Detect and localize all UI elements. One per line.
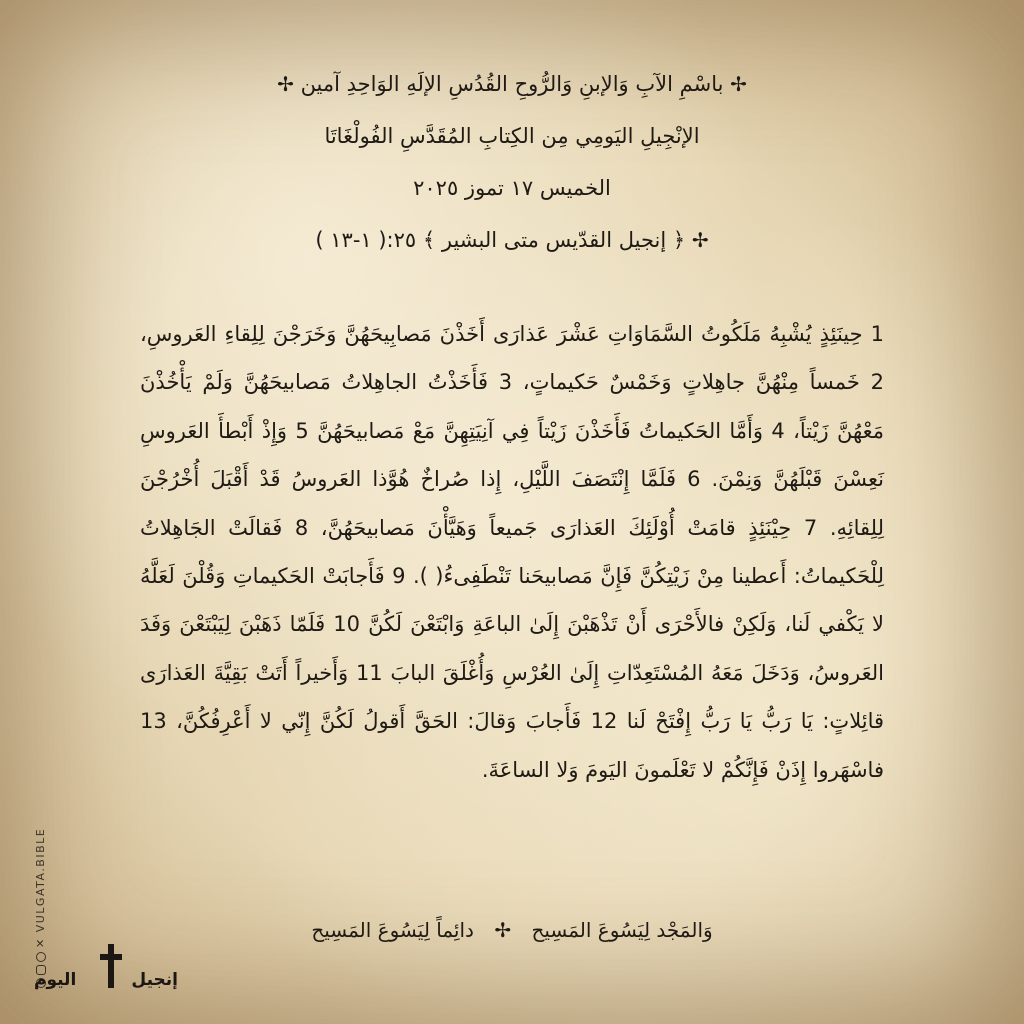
logo-word-today: اليوم — [34, 970, 77, 990]
invocation: باسْمِ الآبِ وَالإبنِ وَالرُّوحِ القُدُسِ الإلَهِ الوَاحِدِ آمين — [300, 72, 724, 96]
cross-icon: ✢ — [730, 72, 747, 96]
footer-always: دائِماً لِيَسُوعَ المَسِيح — [311, 918, 474, 942]
page-title: الإنْجِيلِ اليَومِي مِن الكِتابِ المُقَدَّسِ الفُولْغَاتَا — [324, 124, 700, 148]
date-line: الخميس ١٧ تموز ٢٠٢٥ — [413, 176, 611, 200]
reference-line — [140, 214, 884, 266]
footer — [0, 918, 1024, 942]
cross-icon: ✢ — [691, 228, 709, 252]
scripture-text: 1 حِينَئِذٍ يُشْبِهُ مَلَكُوتُ السَّمَاوَاتِ عَشْرَ عَذارَى أَخَذْنَ مَصابِيحَهُنَّ وَخَرَجْنَ لِلِقاءِ العَروسِ، 2 خَمساً مِنْهُنَّ جاهِلاتٍ وَخَمْسٌ حَكيماتٍ، 3 فَأَخَذْتُ الجاهِلاتُ مَصابيحَهُنَّ وَلَمْ يَأْخُذْنَ مَعْهُنَّ زَيْتاً، 4 وَأَمَّا الحَكيماتُ فَأَخَذْنَ زَيْتاً فِي آنِيَتِهِنَّ مَعْ مَصابيحَهُنَّ 5 وَإِذْ أَبْطأَ العَروسِ نَعِسْنَ قَبْلَهُنَّ وَنِمْنَ. 6 فَلَمَّا إِنْتَصَفَ اللَّيْلِ، إِذا صُراخٌ هُوَّذا العَروسُ قَدْ أَقْبَلَ أُخْرُجْنَ لِلِقائِهِ. 7 حِيْنَئِذٍ قامَتْ أُوْلَئِكَ العَذارَى جَميعاً وَهَيَّأْنَ مَصابيحَهُنَّ، 8 فَقالَتْ الجَاهِلاتُ لِلْحَكيماتُ: أَعطينا مِنْ زَيْتِكُنَّ فَإِنَّ مَصابيحَنا تَنْطَفِىءُ( ). 9 فَأَجابَتْ الحَكيماتِ وَقُلْنَ لَعَلَّهُ لا يَكْفي لَنا، وَلَكِنْ فالأَحْرَى أَنْ تَذْهَبْنَ إِلَىٰ الباعَةِ وَابْتَعْنَ لَكُنَّ 10 فَلَمّا ذَهَبْنَ لِيَبْتَعْنَ وَفَدَ العَروسُ، وَدَخَلَ مَعَهُ المُسْتَعِدّاتِ إِلَىٰ العُرْسِ وَأُغْلَقَ البابَ 11 وَأَخيراً أَتَتْ بَقِيَّةَ العَذارَى قائِلاتٍ: يَا رَبُّ يَا رَبُّ إِفْتَحْ لَنا 12 فَأَجابَ وَقالَ: الحَقَّ أَقولُ لَكُنَّ إِنّي لا أَعْرِفُكُنَّ، 13 فاسْهَروا إِذَنْ فَإِنَّكُمْ لا تَعْلَمونَ اليَومَ وَلا الساعَةَ. — [140, 322, 885, 782]
cross-icon: ✢ — [494, 918, 512, 942]
gospel-reference: ﴿ إنجيل القدّيس متى البشير ﴾ ٢٥:( ١-١٣ ) — [315, 228, 686, 252]
footer-glory: وَالمَجْد لِيَسُوعَ المَسِيح — [531, 918, 713, 942]
logo-word-injil: إنجيل — [131, 970, 178, 990]
cross-logo-icon — [98, 942, 124, 990]
header — [140, 58, 884, 266]
logo — [30, 942, 180, 1002]
x-icon: ✕ — [34, 937, 47, 948]
invocation-line — [140, 58, 884, 110]
site-handle: VULGATA.BIBLE — [34, 827, 47, 933]
cross-icon: ✢ — [277, 72, 294, 96]
